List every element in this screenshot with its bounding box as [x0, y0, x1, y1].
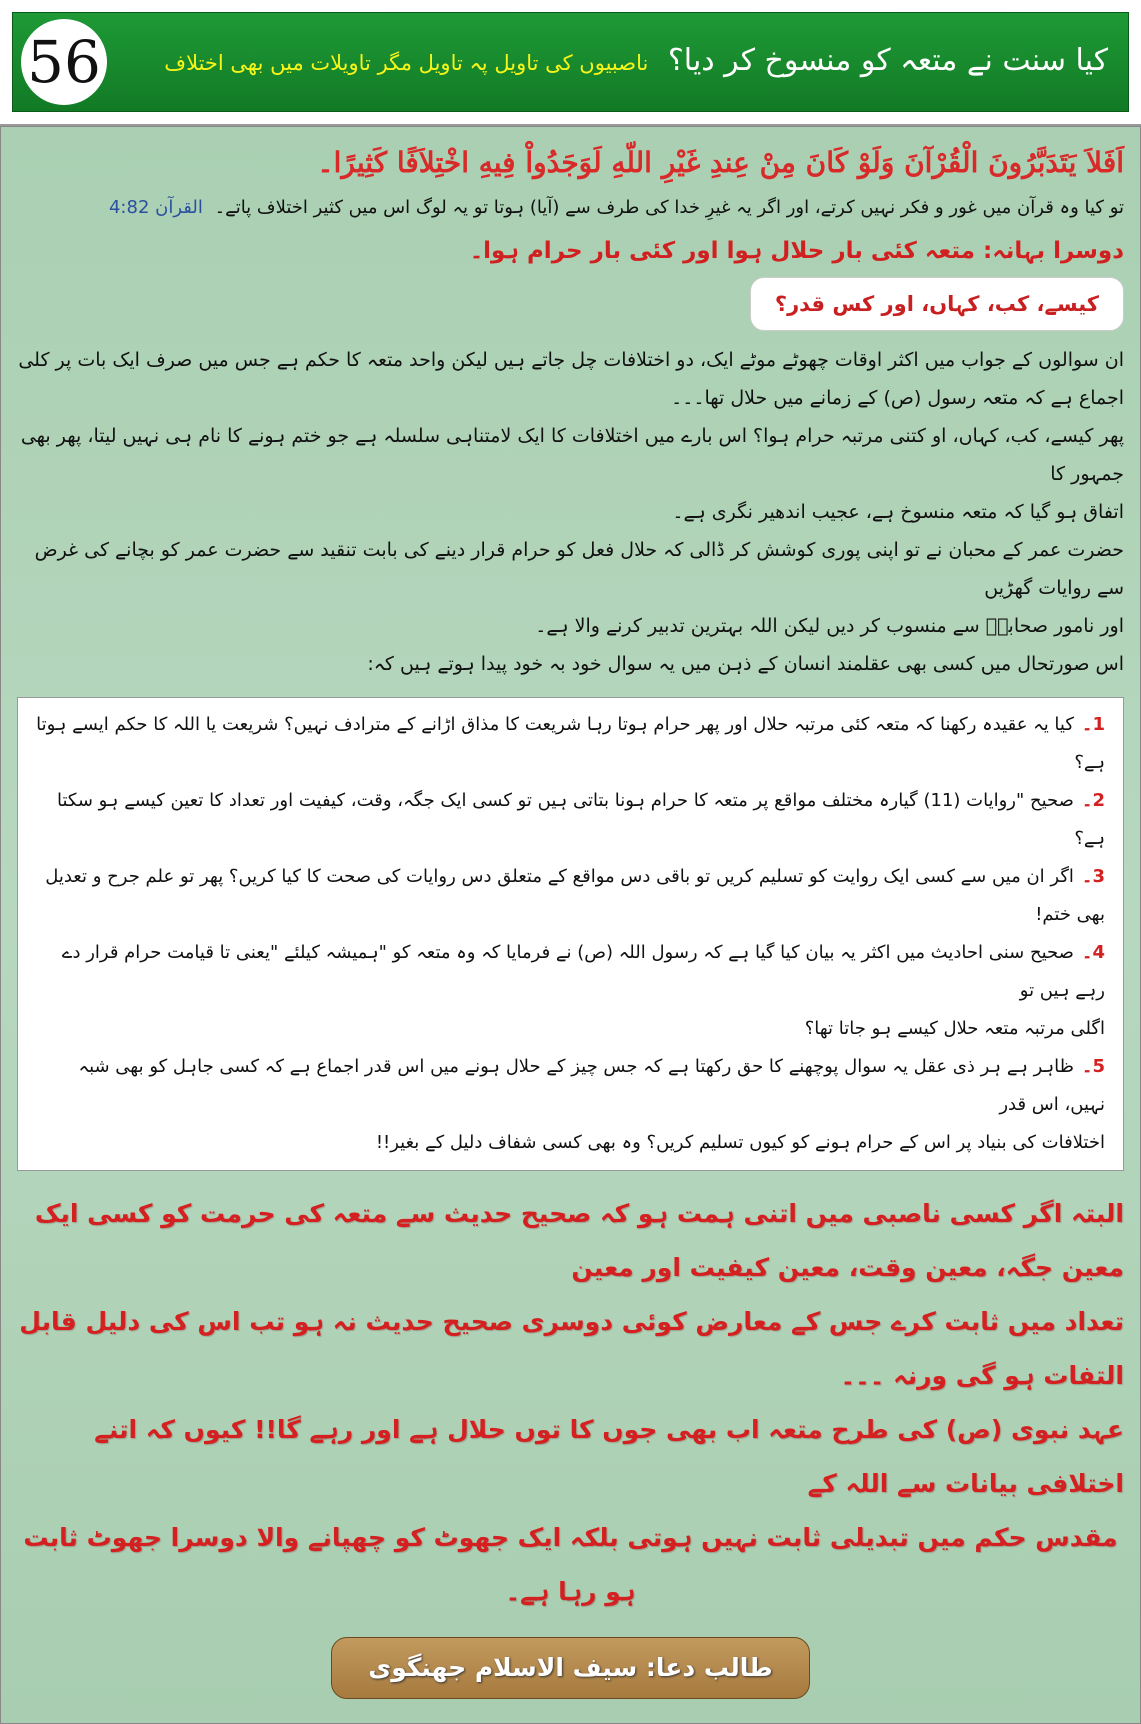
question-number: 1۔ — [1081, 714, 1105, 735]
verse-reference: القرآن 4:82 — [108, 197, 203, 218]
question-text: صحیح "روایات (11) گیارہ مختلف مواقع پر متعہ کا حرام ہونا بتاتی ہیں تو کسی ایک جگہ، وقت، کیفیت اور تعداد کا تعین کیسے ہو سکتا ہے؟ — [56, 790, 1105, 849]
question-text: صحیح سنی احادیث میں اکثر یہ بیان کیا گیا ہے کہ رسول اللہ (ص) نے فرمایا کہ وہ متعہ کو "ہمیشہ کیلئے "یعنی تا قیامت حرام قرار دے رہے ہیں تو — [61, 942, 1105, 1001]
page-title — [121, 39, 1108, 85]
subtitle-text: ناصبیوں کی تاویل پہ تاویل مگر تاویلات میں بھی اختلاف — [164, 51, 649, 75]
question-text: اگر ان میں سے کسی ایک روایت کو تسلیم کریں تو باقی دس مواقع کے متعلق دس روایات کی صحت کا کیا کریں؟ پھر تو علم جرح و تعدیل بھی ختم! — [45, 866, 1105, 925]
paragraph-line: اور نامور صحابہؓ سے منسوب کر دیں لیکن اللہ بہترین تدبیر کرنے والا ہے۔ — [535, 615, 1124, 637]
conclusion-line: تعداد میں ثابت کرے جس کے معارض کوئی دوسری صحیح حدیث نہ ہو تب اس کی دلیل قابل التفات ہو گی ورنہ ۔۔۔ — [19, 1307, 1124, 1390]
conclusion-line: عہد نبوی (ص) کی طرح متعہ اب بھی جوں کا توں حلال ہے اور رہے گا!! کیوں کہ اتنے اختلافی بیانات سے اللہ کے — [94, 1415, 1124, 1498]
question-text: ظاہر ہے ہر ذی عقل یہ سوال پوچھنے کا حق رکھتا ہے کہ جس چیز کے حلال ہونے میں اس قدر اجماع ہے کہ کسی جاہل کو بھی شبہ نہیں، اس قدر — [78, 1056, 1105, 1115]
paragraph-line: ان سوالوں کے جواب میں اکثر اوقات چھوٹے موٹے ایک، دو اختلافات چل جاتے ہیں لیکن واحد متعہ کا حکم ہے جس میں صرف ایک بات پر کلی — [18, 349, 1124, 371]
verse-translation — [17, 193, 1124, 223]
author-signature-badge: طالب دعا: سیف الاسلام جھنگوی — [331, 1637, 809, 1699]
question-number: 2۔ — [1081, 790, 1105, 811]
intro-paragraph — [17, 341, 1124, 683]
paragraph-line: اجماع ہے کہ متعہ رسول (ص) کے زمانے میں حلال تھا۔۔۔ — [671, 387, 1124, 409]
question-text: کیا یہ عقیدہ رکھنا کہ متعہ کئی مرتبہ حلال اور پھر حرام ہوتا رہا شریعت کا مذاق اڑانے کے مترادف نہیں؟ شریعت یا اللہ کا حکم ایسے ہوتا ہے؟ — [36, 714, 1105, 773]
paragraph-line: اتفاق ہو گیا کہ متعہ منسوخ ہے، عجیب اندھیر نگری ہے۔ — [672, 501, 1124, 523]
section-heading: دوسرا بہانہ: متعہ کئی بار حلال ہوا اور کئی بار حرام ہوا۔ — [469, 238, 1124, 264]
signature-row — [17, 1637, 1124, 1699]
question-item — [36, 782, 1105, 858]
poster-body — [0, 126, 1141, 1724]
question-number: 4۔ — [1081, 942, 1105, 963]
question-number: 3۔ — [1081, 866, 1105, 887]
questions-list — [17, 697, 1124, 1171]
translation-text: تو کیا وہ قرآن میں غور و فکر نہیں کرتے، اور اگر یہ غیرِ خدا کی طرف سے (آیا) ہوتا تو یہ لوگ اس میں کثیر اختلاف پاتے۔ — [214, 197, 1124, 218]
question-callout: کیسے، کب، کہاں، اور کس قدر؟ — [750, 277, 1124, 331]
title-text: کیا سنت نے متعہ کو منسوخ کر دیا؟ — [667, 43, 1108, 78]
title-banner — [12, 12, 1129, 112]
conclusion-paragraph — [17, 1187, 1124, 1619]
paragraph-line: پھر کیسے، کب، کہاں، او کتنی مرتبہ حرام ہوا؟ اس بارے میں اختلافات کا ایک لامتناہی سلسلہ ہے جو ختم ہونے کا نام ہی نہیں لیتا، پھر بھی جمہور کا — [20, 425, 1124, 485]
question-item — [36, 858, 1105, 934]
paragraph-line: حضرت عمر کے محبان نے تو اپنی پوری کوشش کر ڈالی کہ حلال فعل کو حرام قرار دینے کی بابت تنقید سے حضرت عمر کو بچانے کی غرض سے روایات گھڑیں — [34, 539, 1124, 599]
question-item — [36, 934, 1105, 1048]
question-number: 5۔ — [1081, 1056, 1105, 1077]
question-item — [36, 1048, 1105, 1162]
conclusion-line: مقدس حکم میں تبدیلی ثابت نہیں ہوتی بلکہ ایک جھوٹ کو چھپانے والا دوسرا جھوٹ ثابت ہو رہا ہے۔ — [23, 1523, 1118, 1606]
header — [0, 0, 1141, 126]
quran-verse: اَفَلاَ یَتَدَبَّرُونَ الْقُرْآنَ وَلَوْ كَانَ مِنْ عِندِ غَيْرِ اللّهِ لَوَجَدُواْ فِيهِ اخْتِلاَفًا كَثِيرًا۔ — [317, 146, 1124, 179]
paragraph-line: اس صورتحال میں کسی بھی عقلمند انسان کے ذہن میں یہ سوال خود بہ خود پیدا ہوتے ہیں کہ: — [367, 653, 1124, 675]
question-callout-row — [17, 277, 1124, 331]
conclusion-line: البتہ اگر کسی ناصبی میں اتنی ہمت ہو کہ صحیح حدیث سے متعہ کی حرمت کو کسی ایک معین جگہ، معین وقت، معین کیفیت اور معین — [34, 1199, 1124, 1282]
question-item — [36, 706, 1105, 782]
question-text: اختلافات کی بنیاد پر اس کے حرام ہونے کو کیوں تسلیم کریں؟ وہ بھی کسی شفاف دلیل کے بغیر!! — [375, 1132, 1105, 1153]
question-text: اگلی مرتبہ متعہ حلال کیسے ہو جاتا تھا؟ — [804, 1018, 1105, 1039]
issue-number-badge: 56 — [21, 19, 107, 105]
